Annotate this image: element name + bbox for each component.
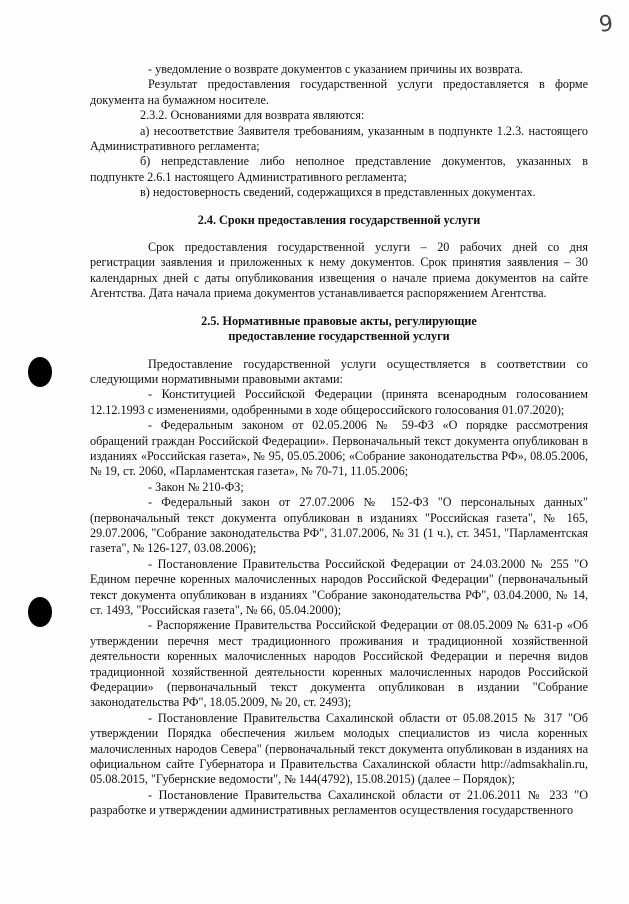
punch-hole-mark [28, 597, 52, 627]
page-number: 9 [597, 11, 615, 38]
legal-act-item: - Распоряжение Правительства Российской Федерации от 08.05.2009 № 631-р «Об утверждении перечня мест традиционного проживания и традиционной хозяйственной деятельности коренных малочисленных народов Российской Федерации и перечня видов традиционной хозяйственной деятельности коренных малочисленных народов Российской Федерации» (первоначальный текст документа опубликован в издании "Собрание законодательства РФ", 18.05.2009, № 20, ст. 2493); [90, 618, 588, 710]
legal-act-item: - Федеральным законом от 02.05.2006 № 59-ФЗ «О порядке рассмотрения обращений граждан Российской Федерации». Первоначальный текст документа опубликован в изданиях «Российская газета», № 95, 05.05.2006; «Собрание законодательства РФ», 08.05.2006, № 19, ст. 2060, «Парламентская газета», № 70-71, 11.05.2006; [90, 418, 588, 479]
section-heading: 2.4. Сроки предоставления государственной услуги [197, 212, 481, 227]
section-heading: предоставление государственной услуги [228, 329, 450, 344]
paragraph: а) несоответствие Заявителя требованиям, указанным в подпункте 1.2.3. настоящего Административного регламента; [90, 123, 588, 154]
legal-act-item: - Конституцией Российской Федерации (принята всенародным голосованием 12.12.1993 с изменениями, одобренными в ходе общероссийского голосования 01.07.2020); [90, 387, 588, 417]
paragraph: Предоставление государственной услуги осуществляется в соответствии со следующими нормативными правовыми актами: [90, 356, 588, 386]
paragraph: в) недостоверность сведений, содержащихся в представленных документах. [140, 185, 536, 200]
document-body [90, 62, 588, 819]
paragraph: б) непредставление либо неполное представление документов, указанных в подпункте 2.6.1 настоящего Административного регламента; [90, 154, 588, 184]
legal-act-item: - Федеральный закон от 27.07.2006 № 152-ФЗ "О персональных данных" (первоначальный текст документа опубликован в изданиях "Российская газета", № 165, 29.07.2006, "Собрание законодательства РФ", 31.07.2006, № 31 (1 ч.), ст. 3451, "Парламентская газета", № 126-127, 03.08.2006); [90, 495, 588, 556]
legal-act-item: - Постановление Правительства Сахалинской области от 21.06.2011 № 233 "О разработке и утверждении административных регламентов осуществления государственного [90, 787, 588, 818]
punch-hole-mark [28, 357, 52, 387]
legal-act-item: - Постановление Правительства Сахалинской области от 05.08.2015 № 317 "Об утверждении Порядка обеспечения жильем молодых специалистов из числа коренных малочисленных народов Севера" (первоначальный текст документа опубликован в изданиях на официальном сайте Губернатора и Правительства Сахалинской области http://admsakhalin.ru, 05.08.2015, "Губернские ведомости", № 144(4792), 15.08.2015) (далее – Порядок); [90, 710, 588, 787]
legal-act-item: - Закон № 210-ФЗ; [148, 479, 244, 494]
paragraph: Срок предоставления государственной услуги – 20 рабочих дней со дня регистрации заявления и приложенных к нему документов. Срок принятия заявления – 30 календарных дней с даты опубликования извещения о начале приема документов на сайте Агентства. Дата начала приема документов устанавливается распоряжением Агентства. [90, 240, 588, 301]
paragraph: 2.3.2. Основаниями для возврата являются: [140, 108, 365, 123]
legal-act-item: - Постановление Правительства Российской Федерации от 24.03.2000 № 255 "О Едином перечне коренных малочисленных народов Российской Федерации" (первоначальный текст документа опубликован в изданиях "Собрание законодательства РФ", 03.04.2000, № 14, ст. 1493, "Российская газета", № 66, 05.04.2000); [90, 556, 588, 617]
paragraph: Результат предоставления государственной услуги предоставляется в форме документа на бумажном носителе. [90, 77, 588, 107]
section-heading: 2.5. Нормативные правовые акты, регулирующие [201, 313, 477, 328]
paragraph: - уведомление о возврате документов с указанием причины их возврата. [148, 62, 523, 76]
